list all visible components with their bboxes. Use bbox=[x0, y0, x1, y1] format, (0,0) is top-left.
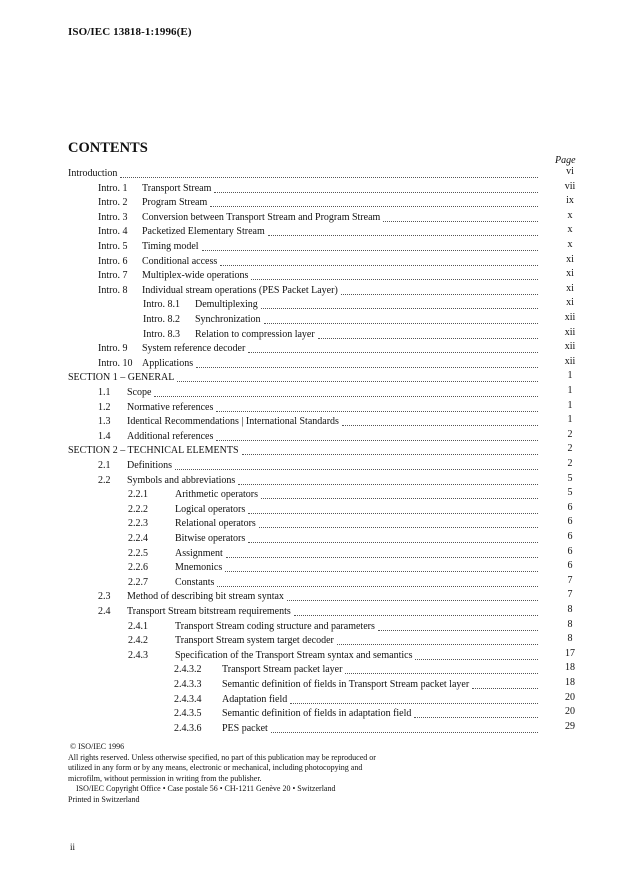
toc-entry-title: Specification of the Transport Stream syntax and semantics bbox=[175, 649, 413, 661]
toc-entry-page: 20 bbox=[565, 706, 575, 718]
toc-entry[interactable] bbox=[128, 560, 541, 574]
dot-leader bbox=[225, 561, 538, 572]
toc-entry-page: xii bbox=[564, 341, 576, 353]
toc-entry[interactable] bbox=[128, 546, 541, 560]
toc-entry-number: Intro. 10 bbox=[98, 357, 133, 369]
toc-entry-title: Multiplex-wide operations bbox=[142, 270, 249, 282]
toc-entry-title: Mnemonics bbox=[175, 562, 223, 574]
toc-entry-page: 8 bbox=[567, 604, 573, 615]
toc-entry-title: Conversion between Transport Stream and Program Stream bbox=[142, 211, 381, 223]
toc-entry-number: 2.2.4 bbox=[128, 533, 148, 544]
dot-leader bbox=[472, 678, 538, 689]
toc-entry-number: Intro. 4 bbox=[98, 226, 128, 238]
toc-entry-title: System reference decoder bbox=[142, 343, 246, 355]
toc-entry-number: 2.4.3.3 bbox=[174, 679, 202, 690]
toc-entry[interactable] bbox=[174, 721, 541, 735]
toc-entry-number: Intro. 3 bbox=[98, 211, 128, 223]
toc-entry-title: Transport Stream coding structure and parameters bbox=[175, 620, 375, 632]
toc-entry-number: Intro. 2 bbox=[98, 197, 128, 209]
toc-entry-page: 6 bbox=[567, 516, 573, 528]
dot-leader bbox=[318, 328, 538, 339]
toc-entry[interactable] bbox=[174, 662, 541, 676]
toc-entry-page: 1 bbox=[567, 399, 573, 411]
dot-leader bbox=[341, 284, 538, 295]
toc-entry-title: Normative references bbox=[127, 401, 214, 413]
dot-leader bbox=[287, 590, 538, 601]
toc-entry[interactable] bbox=[68, 370, 541, 384]
dot-leader bbox=[251, 269, 538, 280]
toc-entry-title: PES packet bbox=[222, 722, 268, 734]
toc-entry-number: 1.4 bbox=[98, 430, 111, 442]
toc-entry-number: 2.3 bbox=[98, 591, 111, 603]
toc-entry-number: SECTION 1 – GENERAL bbox=[68, 372, 175, 384]
toc-entry-title: Constants bbox=[175, 576, 215, 588]
dot-leader bbox=[248, 342, 538, 353]
toc-entry[interactable] bbox=[98, 589, 541, 603]
toc-entry-title: Scope bbox=[127, 387, 152, 398]
toc-entry-page: x bbox=[567, 209, 573, 221]
toc-entry-title: Semantic definition of fields in Transport Stream packet layer bbox=[222, 679, 470, 690]
toc-entry-page: x bbox=[567, 239, 573, 250]
toc-entry[interactable] bbox=[128, 531, 541, 545]
toc-entry-title: Arithmetic operators bbox=[175, 489, 259, 501]
toc-entry-title: Introduction bbox=[68, 168, 118, 179]
toc-entry[interactable] bbox=[128, 502, 541, 516]
toc-entry-page: 2 bbox=[567, 458, 573, 469]
dot-leader bbox=[220, 255, 538, 266]
toc-entry-title: Semantic definition of fields in adaptation field bbox=[222, 708, 412, 720]
dot-leader bbox=[120, 167, 538, 178]
toc-entry-page: xi bbox=[566, 253, 574, 265]
toc-entry-page: xi bbox=[566, 268, 574, 280]
toc-entry[interactable] bbox=[98, 604, 541, 618]
toc-entry-title: Identical Recommendations | International Standards bbox=[127, 416, 339, 428]
dot-leader bbox=[415, 649, 538, 660]
dot-leader bbox=[268, 225, 538, 236]
dot-leader bbox=[214, 182, 538, 193]
toc-entry-number: 2.4.3.6 bbox=[174, 722, 202, 734]
toc-entry-page: 6 bbox=[567, 545, 573, 557]
toc-entry-page: 2 bbox=[567, 428, 573, 440]
toc-entry[interactable] bbox=[98, 224, 541, 238]
dot-leader bbox=[264, 313, 538, 324]
toc-entry[interactable] bbox=[174, 692, 541, 706]
toc-entry-number: Intro. 8.1 bbox=[143, 299, 180, 311]
toc-entry-number: 2.2.5 bbox=[128, 547, 148, 559]
contents-title: CONTENTS bbox=[68, 140, 148, 156]
toc-entry-page: 5 bbox=[567, 487, 573, 499]
toc-entry[interactable] bbox=[98, 239, 541, 253]
dot-leader bbox=[238, 474, 538, 485]
toc-entry[interactable] bbox=[174, 677, 541, 691]
toc-entry-page: 6 bbox=[567, 501, 573, 513]
dot-leader bbox=[290, 693, 538, 704]
toc-entry-number: 2.2.3 bbox=[128, 518, 148, 530]
toc-entry-number: 1.3 bbox=[98, 416, 111, 428]
toc-entry[interactable] bbox=[98, 429, 541, 443]
toc-entry-number: Intro. 9 bbox=[98, 343, 128, 355]
toc-entry-title: Program Stream bbox=[142, 197, 208, 209]
toc-entry-number: Intro. 1 bbox=[98, 182, 128, 194]
dot-leader bbox=[242, 444, 538, 455]
toc-entry-title: Transport Stream packet layer bbox=[222, 664, 343, 676]
toc-entry-title: Applications bbox=[142, 357, 194, 369]
toc-entry-page: 2 bbox=[567, 443, 573, 455]
toc-entry-page: 17 bbox=[565, 647, 575, 659]
toc-entry-page: 1 bbox=[567, 414, 573, 426]
dot-leader bbox=[217, 576, 538, 587]
toc-entry[interactable] bbox=[98, 356, 541, 370]
dot-leader bbox=[383, 211, 538, 222]
toc-entry-title: Bitwise operators bbox=[175, 533, 246, 544]
dot-leader bbox=[337, 634, 538, 645]
rights-line: All rights reserved. Unless otherwise specified, no part of this publication may be reproduced or bbox=[68, 752, 376, 762]
toc-entry[interactable] bbox=[128, 633, 541, 647]
dot-leader bbox=[414, 707, 538, 718]
toc-entry-page: 29 bbox=[565, 720, 575, 732]
printed-in: Printed in Switzerland bbox=[68, 794, 140, 804]
toc-entry[interactable] bbox=[98, 254, 541, 268]
toc-entry[interactable] bbox=[98, 181, 541, 195]
dot-leader bbox=[177, 371, 538, 382]
toc-entry[interactable] bbox=[98, 210, 541, 224]
toc-entry[interactable] bbox=[98, 458, 541, 472]
dot-leader bbox=[196, 357, 538, 368]
dot-leader bbox=[259, 517, 538, 528]
dot-leader bbox=[345, 663, 538, 674]
toc-entry[interactable] bbox=[98, 268, 541, 282]
toc-entry-title: Definitions bbox=[127, 460, 172, 471]
toc-entry-title: Assignment bbox=[175, 547, 223, 559]
toc-entry-number: 2.4 bbox=[98, 606, 111, 617]
toc-entry-number: 2.2.6 bbox=[128, 562, 148, 574]
toc-entry-number: Intro. 8.2 bbox=[143, 314, 180, 325]
toc-entry-page: ix bbox=[566, 195, 574, 207]
toc-entry[interactable] bbox=[98, 283, 541, 297]
dot-leader bbox=[294, 605, 538, 616]
toc-entry[interactable] bbox=[143, 297, 541, 311]
toc-entry-title: Relation to compression layer bbox=[195, 328, 315, 340]
dot-leader bbox=[248, 532, 538, 543]
toc-entry-page: vi bbox=[566, 166, 574, 177]
toc-entry-page: x bbox=[567, 224, 573, 236]
dot-leader bbox=[210, 196, 538, 207]
toc-entry-number: 2.2.2 bbox=[128, 503, 148, 515]
toc-entry[interactable] bbox=[98, 341, 541, 355]
toc-entry-number: 2.4.3.2 bbox=[174, 664, 202, 676]
toc-entry[interactable] bbox=[128, 487, 541, 501]
toc-entry[interactable] bbox=[128, 575, 541, 589]
copyright-office: ISO/IEC Copyright Office • Case postale 56 • CH-1211 Genève 20 • Switzerland bbox=[76, 784, 336, 793]
toc-entry-title: Transport Stream system target decoder bbox=[175, 635, 334, 647]
dot-leader bbox=[248, 503, 538, 514]
toc-entry-page: vii bbox=[564, 180, 576, 192]
rights-line: microfilm, without permission in writing from the publisher. bbox=[68, 773, 262, 783]
copyright-line: © ISO/IEC 1996 bbox=[70, 742, 125, 751]
toc-entry-number: 2.4.3 bbox=[128, 649, 148, 661]
toc-entry-number: 2.4.3.5 bbox=[174, 708, 202, 720]
dot-leader bbox=[261, 488, 538, 499]
dot-leader bbox=[261, 298, 538, 309]
dot-leader bbox=[342, 415, 538, 426]
toc-entry-number: 2.4.2 bbox=[128, 635, 148, 647]
toc-entry-title: Individual stream operations (PES Packet Layer) bbox=[142, 284, 338, 296]
page-number: ii bbox=[70, 842, 76, 852]
toc-entry-page: 7 bbox=[567, 574, 573, 586]
toc-entry-number: Intro. 7 bbox=[98, 270, 128, 282]
toc-entry[interactable] bbox=[98, 414, 541, 428]
toc-entry-title: Additional references bbox=[127, 430, 214, 442]
toc-entry-number: Intro. 8 bbox=[98, 284, 128, 296]
dot-leader bbox=[216, 401, 538, 412]
toc-entry-page: xii bbox=[564, 312, 576, 323]
toc-entry-number: Intro. 5 bbox=[98, 241, 128, 252]
toc-entry[interactable] bbox=[128, 619, 541, 633]
toc-entry-page: 6 bbox=[567, 560, 573, 572]
toc-entry-title: Demultiplexing bbox=[195, 299, 258, 311]
toc-entry-number: 2.4.1 bbox=[128, 620, 148, 632]
toc-entry-page: 8 bbox=[567, 633, 573, 645]
dot-leader bbox=[271, 722, 538, 733]
toc-entry-page: 18 bbox=[565, 662, 575, 674]
toc-entry-title: Packetized Elementary Stream bbox=[142, 226, 265, 238]
toc-entry-title: Timing model bbox=[142, 241, 199, 252]
toc-entry-page: 8 bbox=[567, 618, 573, 630]
toc-entry-page: 18 bbox=[565, 677, 575, 688]
toc-entry-page: 6 bbox=[567, 531, 573, 542]
toc-entry-page: xi bbox=[566, 282, 574, 294]
toc-entry-page: 20 bbox=[565, 691, 575, 703]
toc-entry-number: Intro. 6 bbox=[98, 255, 128, 267]
toc-entry-number: 1.1 bbox=[98, 387, 111, 398]
toc-entry-number: 2.2.7 bbox=[128, 576, 148, 588]
toc-entry-number: 2.2.1 bbox=[128, 489, 148, 501]
toc-entry[interactable] bbox=[68, 443, 541, 457]
page-column-label: Page bbox=[555, 155, 576, 166]
dot-leader bbox=[216, 430, 538, 441]
toc-entry[interactable] bbox=[143, 312, 541, 326]
toc-entry[interactable] bbox=[98, 385, 541, 399]
toc-entry-number: 2.2 bbox=[98, 474, 111, 486]
toc-entry-title: Transport Stream bbox=[142, 182, 212, 194]
toc-entry-title: Method of describing bit stream syntax bbox=[127, 591, 284, 603]
toc-entry[interactable] bbox=[68, 166, 541, 180]
toc-entry-title: Logical operators bbox=[175, 503, 246, 515]
toc-entry[interactable] bbox=[128, 648, 541, 662]
dot-leader bbox=[378, 620, 538, 631]
toc-entry-title: Symbols and abbreviations bbox=[127, 474, 236, 486]
toc-entry-title: Transport Stream bitstream requirements bbox=[127, 606, 291, 617]
toc-entry[interactable] bbox=[98, 473, 541, 487]
dot-leader bbox=[175, 459, 538, 470]
toc-entry-title: Conditional access bbox=[142, 255, 218, 267]
toc-entry[interactable] bbox=[98, 400, 541, 414]
dot-leader bbox=[154, 386, 538, 397]
toc-entry-title: Adaptation field bbox=[222, 693, 288, 705]
toc-entry-number: 1.2 bbox=[98, 401, 111, 413]
toc-entry-page: xi bbox=[566, 297, 574, 309]
document-header: ISO/IEC 13818-1:1996(E) bbox=[68, 26, 192, 38]
toc-entry-page: 1 bbox=[567, 385, 573, 396]
toc-entry-page: 5 bbox=[567, 472, 573, 484]
toc-entry-page: xii bbox=[564, 326, 576, 338]
toc-entry-page: 1 bbox=[567, 370, 573, 382]
toc-entry-title: Synchronization bbox=[195, 314, 261, 325]
copyright-notice bbox=[68, 742, 376, 805]
toc-entry-title: Relational operators bbox=[175, 518, 256, 530]
toc-entry-page: xii bbox=[564, 355, 576, 367]
toc-entry[interactable] bbox=[128, 516, 541, 530]
toc-entry[interactable] bbox=[143, 327, 541, 341]
dot-leader bbox=[202, 240, 538, 251]
toc-entry-number: Intro. 8.3 bbox=[143, 328, 180, 340]
toc-entry-number: 2.4.3.4 bbox=[174, 693, 202, 705]
rights-line: utilized in any form or by any means, electronic or mechanical, including photocopying and bbox=[68, 763, 363, 772]
toc-entry-number: SECTION 2 – TECHNICAL ELEMENTS bbox=[68, 445, 239, 457]
toc-entry-page: 7 bbox=[567, 589, 573, 601]
toc-entry-number: 2.1 bbox=[98, 460, 111, 471]
toc-entry[interactable] bbox=[98, 195, 541, 209]
dot-leader bbox=[226, 547, 538, 558]
toc-entry[interactable] bbox=[174, 706, 541, 720]
